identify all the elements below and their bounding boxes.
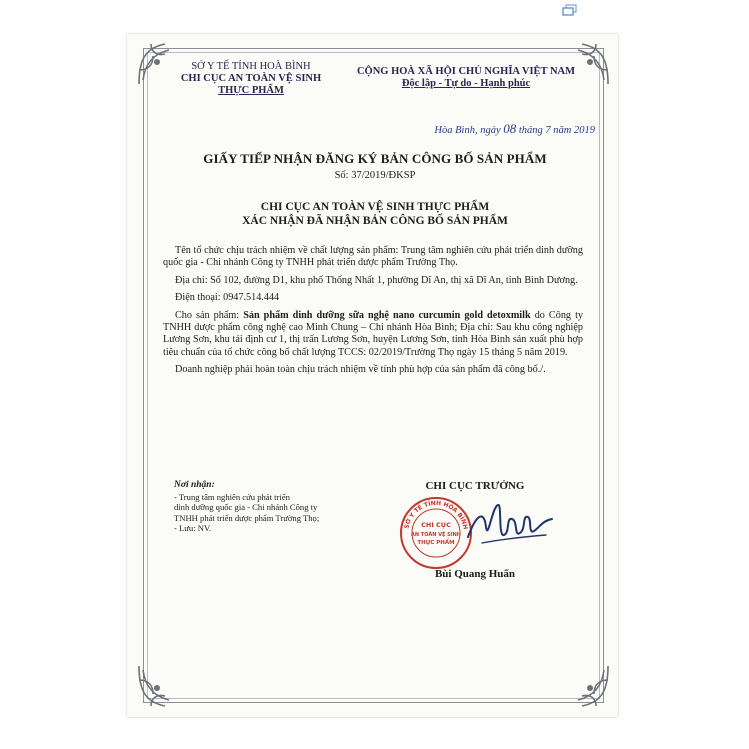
issuing-authority xyxy=(150,200,600,228)
date-day: 08 xyxy=(503,121,517,136)
signer-name: Bùi Quang Huấn xyxy=(434,568,516,580)
header-ministry: SỞ Y TẾ TỈNH HOÀ BÌNH xyxy=(191,61,311,72)
national-title: CỘNG HOÀ XÃ HỘI CHỦ NGHĨA VIỆT NAM xyxy=(356,66,576,77)
header-department-2: THỰC PHẨM xyxy=(218,85,284,96)
subtitle-authority: CHI CỤC AN TOÀN VỆ SINH THỰC PHẨM xyxy=(260,201,490,213)
organization-phone: Điện thoại: 0947.514.444 xyxy=(175,292,280,304)
organization-address: Địa chỉ: Số 102, đường D1, khu phố Thống Nhất 1, phường Dĩ An, thị xã Dĩ An, tỉnh Bình Dương. xyxy=(175,274,578,286)
product-statement xyxy=(163,310,583,360)
recipients-block xyxy=(174,480,374,534)
recipient-item: - Trung tâm nghiên cứu phát triển xyxy=(174,491,290,502)
document-number: Số: 37/2019/ĐKSP xyxy=(334,170,416,181)
signature-icon xyxy=(462,497,558,555)
stamp-ring-text: SỞ Y TẾ TỈNH HÒA BÌNH xyxy=(403,499,469,531)
date-prefix: Hòa Bình, ngày xyxy=(434,125,501,136)
window-restore-icon[interactable] xyxy=(562,4,578,16)
product-details: do Công ty TNHH dược phẩm công nghệ cao Minh Chung – Chi nhánh Hòa Bình; Địa chỉ: Sau khu công nghiệp Lương Sơn, khu tái định cư 1, thị trấn Lương Sơn, huyện Lương Sơn, tỉnh Hòa Bình sản xuất phù hợp tiêu chuẩn của tổ chức công bố chất lượng TCCS: 02/2019/Trường Thọ ngày 15 tháng 5 năm 2019. xyxy=(163,309,583,358)
recipient-item: dinh dưỡng quốc gia - Chi nhánh Công ty xyxy=(174,502,318,513)
corner-ornament-icon xyxy=(135,662,183,710)
header-nation xyxy=(340,66,592,90)
date-rest: tháng 7 năm 2019 xyxy=(518,125,595,136)
product-name: Sản phẩm dinh dưỡng sữa nghệ nano curcumin gold detoxmilk xyxy=(243,309,531,321)
recipients-label: Nơi nhận: xyxy=(174,480,215,490)
subtitle-confirmation: XÁC NHẬN ĐÃ NHẬN BẢN CÔNG BỐ SẢN PHẨM xyxy=(242,215,508,227)
responsible-organization: Tên tổ chức chịu trách nhiệm về chất lượng sản phẩm: Trung tâm nghiên cứu phát triển dinh dưỡng quốc gia - Chi nhánh Công ty TNHH phát triển dược phẩm Trường Thọ. xyxy=(163,245,583,269)
recipient-item: TNHH phát triển dược phẩm Trường Thọ; xyxy=(174,512,320,523)
corner-ornament-icon xyxy=(564,662,612,710)
document-date xyxy=(370,121,595,137)
header-agency xyxy=(176,61,326,97)
signer-title: CHI CỤC TRƯỞNG xyxy=(425,480,525,492)
stamp-line-2: AN TOÀN VỆ SINH xyxy=(411,532,461,538)
recipient-item: - Lưu: NV. xyxy=(174,523,212,534)
stamp-line-1: CHI CỤC xyxy=(421,521,451,529)
national-motto: Độc lập - Tự do - Hạnh phúc xyxy=(401,78,531,89)
body-text xyxy=(163,245,583,377)
stamp-line-3: THỰC PHẨM xyxy=(417,540,455,546)
document-title: GIẤY TIẾP NHẬN ĐĂNG KÝ BẢN CÔNG BỐ SẢN PHẨM xyxy=(203,151,547,166)
header-department: CHI CỤC AN TOÀN VỆ SINH xyxy=(180,73,322,84)
responsibility-statement: Doanh nghiệp phải hoàn toàn chịu trách nhiệm về tính phù hợp của sản phẩm đã công bố./. xyxy=(175,364,546,376)
product-prefix: Cho sản phẩm: xyxy=(175,309,244,321)
